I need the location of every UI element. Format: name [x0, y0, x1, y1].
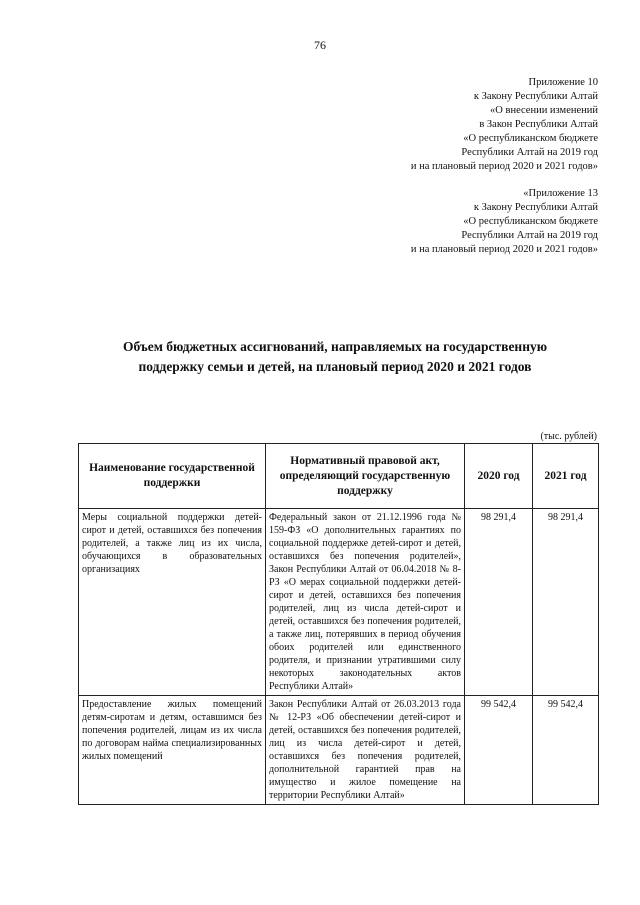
appendix-10-header — [411, 76, 598, 174]
units-label: (тыс. рублей) — [540, 431, 597, 442]
appendix-line: к Закону Республики Алтай — [473, 202, 598, 213]
appendix-line: и на плановый период 2020 и 2021 годов» — [410, 244, 598, 255]
header-support-name: Наименование государственной поддержки — [79, 444, 266, 509]
appendix-line: Приложение 10 — [528, 77, 598, 88]
budget-table — [78, 443, 599, 805]
support-name-cell: Предоставление жилых помещений детям-сиротам и детям, оставшимся без попечения родителей, лицам из их числа по договорам найма специализированных жилых помещений — [79, 696, 266, 805]
table-row — [79, 509, 599, 696]
appendix-line: «Приложение 13 — [523, 188, 598, 199]
amount-2020-cell: 99 542,4 — [465, 696, 533, 805]
page-number: 76 — [314, 38, 326, 52]
appendix-13-header — [411, 187, 598, 257]
appendix-line: в Закон Республики Алтай — [479, 119, 598, 130]
table-header-row — [79, 444, 599, 509]
appendix-line: «О внесении изменений — [490, 105, 598, 116]
document-title — [60, 337, 610, 377]
appendix-line: Республики Алтай на 2019 год — [461, 147, 598, 158]
title-line-1: Объем бюджетных ассигнований, направляемых на государственную — [122, 339, 548, 354]
appendix-line: и на плановый период 2020 и 2021 годов» — [410, 161, 598, 172]
appendix-line: «О республиканском бюджете — [463, 133, 598, 144]
title-line-2: поддержку семьи и детей, на плановый период 2020 и 2021 годов — [138, 359, 532, 374]
amount-2021-cell: 98 291,4 — [533, 509, 599, 696]
header-year-2020: 2020 год — [465, 444, 533, 509]
support-name-cell: Меры социальной поддержки детей-сирот и детей, оставшихся без попечения родителей, а также лиц из их числа, обучающихся в образовательных организациях — [79, 509, 266, 696]
table-row — [79, 696, 599, 805]
header-legal-act: Нормативный правовой акт, определяющий государственную поддержку — [266, 444, 465, 509]
amount-2020-cell: 98 291,4 — [465, 509, 533, 696]
header-year-2021: 2021 год — [533, 444, 599, 509]
legal-act-cell: Федеральный закон от 21.12.1996 года № 159-ФЗ «О дополнительных гарантиях по социальной поддержке детей-сирот и детей, оставшихся без попечения родителей», Закон Республики Алтай от 06.04.2018 № 8-РЗ «О мерах социальной поддержки детей-сирот и детей, оставшихся без попечения родителей, лиц из числа детей-сирот и детей, оставшихся без попечения родителей, а также лиц, потерявших в период обучения обоих родителей или единственного родителя, и признании утратившими силу некоторых законодательных актов Республики Алтай» — [266, 509, 465, 696]
legal-act-cell: Закон Республики Алтай от 26.03.2013 года № 12-РЗ «Об обеспечении детей-сирот и детей, оставшихся без попечения родителей, лиц из числа детей-сирот и детей, оставшихся без попечения родителей, дополнительной гарантией прав на имущество и жилое помещение на территории Республики Алтай» — [266, 696, 465, 805]
appendix-line: к Закону Республики Алтай — [473, 91, 598, 102]
amount-2021-cell: 99 542,4 — [533, 696, 599, 805]
appendix-line: «О республиканском бюджете — [463, 216, 598, 227]
appendix-line: Республики Алтай на 2019 год — [461, 230, 598, 241]
